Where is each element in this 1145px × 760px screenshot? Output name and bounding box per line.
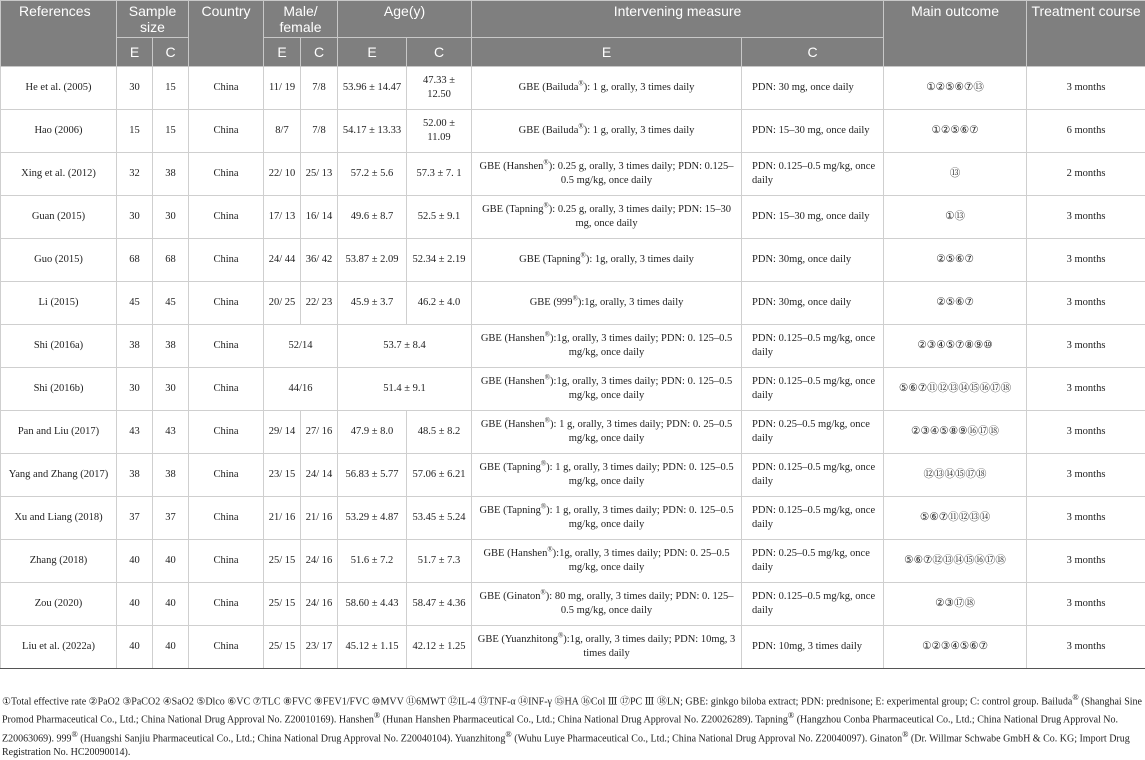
- cell-male-female-e: 25/ 15: [264, 540, 301, 583]
- cell-intervening-c: PDN: 0.125–0.5 mg/kg, once daily: [742, 583, 884, 626]
- cell-reference: Shi (2016b): [1, 368, 117, 411]
- cell-reference: Guan (2015): [1, 196, 117, 239]
- cell-intervening-e: GBE (Hanshen®):1g, orally, 3 times daily; PDN: 0. 125–0.5 mg/kg, once daily: [472, 368, 742, 411]
- cell-age-c: 53.45 ± 5.24: [407, 497, 472, 540]
- cell-age-e: 57.2 ± 5.6: [338, 153, 407, 196]
- cell-male-female-e: 20/ 25: [264, 282, 301, 325]
- cell-main-outcome: ⑬: [884, 153, 1027, 196]
- cell-age-c: 48.5 ± 8.2: [407, 411, 472, 454]
- cell-male-female-e: 22/ 10: [264, 153, 301, 196]
- cell-age-c: 57.06 ± 6.21: [407, 454, 472, 497]
- cell-age-c: 52.00 ± 11.09: [407, 110, 472, 153]
- header-male-female: Male/ female: [264, 1, 338, 38]
- cell-main-outcome: ②⑤⑥⑦: [884, 282, 1027, 325]
- cell-country: China: [189, 282, 264, 325]
- cell-sample-e: 30: [117, 196, 153, 239]
- cell-reference: Hao (2006): [1, 110, 117, 153]
- cell-main-outcome: ①②⑤⑥⑦: [884, 110, 1027, 153]
- cell-sample-c: 30: [153, 368, 189, 411]
- cell-age-e: 49.6 ± 8.7: [338, 196, 407, 239]
- cell-age-e: 47.9 ± 8.0: [338, 411, 407, 454]
- cell-age-e: 51.6 ± 7.2: [338, 540, 407, 583]
- cell-main-outcome: ②③⑰⑱: [884, 583, 1027, 626]
- cell-country: China: [189, 454, 264, 497]
- cell-male-female-e: 11/ 19: [264, 67, 301, 110]
- cell-reference: Zou (2020): [1, 583, 117, 626]
- cell-intervening-c: PDN: 15–30 mg, once daily: [742, 196, 884, 239]
- cell-intervening-e: GBE (Ginaton®): 80 mg, orally, 3 times daily; PDN: 0. 125–0.5 mg/kg, once daily: [472, 583, 742, 626]
- header-age: Age(y): [338, 1, 472, 38]
- table-row: [1, 282, 1145, 325]
- cell-male-female-c: 27/ 16: [301, 411, 338, 454]
- cell-intervening-c: PDN: 0.25–0.5 mg/kg, once daily: [742, 540, 884, 583]
- cell-sample-c: 40: [153, 540, 189, 583]
- cell-sample-e: 15: [117, 110, 153, 153]
- cell-intervening-c: PDN: 10mg, 3 times daily: [742, 626, 884, 669]
- subheader-c: C: [301, 38, 338, 67]
- cell-age-c: 52.5 ± 9.1: [407, 196, 472, 239]
- cell-male-female-e: 29/ 14: [264, 411, 301, 454]
- cell-male-female-e: 25/ 15: [264, 626, 301, 669]
- cell-country: China: [189, 583, 264, 626]
- cell-male-female-e: 24/ 44: [264, 239, 301, 282]
- subheader-c: C: [407, 38, 472, 67]
- cell-intervening-e: GBE (Tapning®): 1g, orally, 3 times daily: [472, 239, 742, 282]
- cell-age: 53.7 ± 8.4: [338, 325, 472, 368]
- table-row: [1, 325, 1145, 368]
- cell-treatment-course: 3 months: [1027, 497, 1145, 540]
- cell-sample-c: 38: [153, 153, 189, 196]
- cell-sample-e: 40: [117, 583, 153, 626]
- cell-sample-e: 40: [117, 540, 153, 583]
- cell-male-female-c: 7/8: [301, 67, 338, 110]
- cell-intervening-e: GBE (Hanshen®):1g, orally, 3 times daily; PDN: 0. 25–0.5 mg/kg, once daily: [472, 540, 742, 583]
- table-row: [1, 540, 1145, 583]
- cell-sample-c: 43: [153, 411, 189, 454]
- cell-main-outcome: ②③④⑤⑦⑧⑨⑩: [884, 325, 1027, 368]
- cell-treatment-course: 3 months: [1027, 626, 1145, 669]
- cell-male-female-c: 23/ 17: [301, 626, 338, 669]
- cell-reference: Liu et al. (2022a): [1, 626, 117, 669]
- cell-intervening-e: GBE (Tapning®): 0.25 g, orally, 3 times daily; PDN: 15–30 mg, once daily: [472, 196, 742, 239]
- cell-sample-c: 30: [153, 196, 189, 239]
- cell-male-female-c: 21/ 16: [301, 497, 338, 540]
- cell-sample-c: 37: [153, 497, 189, 540]
- table-row: [1, 497, 1145, 540]
- cell-intervening-e: GBE (Hanshen®): 1 g, orally, 3 times daily; PDN: 0. 25–0.5 mg/kg, once daily: [472, 411, 742, 454]
- cell-age-e: 45.12 ± 1.15: [338, 626, 407, 669]
- cell-intervening-c: PDN: 0.125–0.5 mg/kg, once daily: [742, 153, 884, 196]
- table-row: [1, 239, 1145, 282]
- cell-treatment-course: 2 months: [1027, 153, 1145, 196]
- cell-intervening-e: GBE (Hanshen®):1g, orally, 3 times daily; PDN: 0. 125–0.5 mg/kg, once daily: [472, 325, 742, 368]
- cell-reference: Li (2015): [1, 282, 117, 325]
- cell-sample-c: 15: [153, 67, 189, 110]
- cell-age-e: 53.96 ± 14.47: [338, 67, 407, 110]
- cell-main-outcome: ②③④⑤⑧⑨⑯⑰⑱: [884, 411, 1027, 454]
- cell-male-female-e: 8/7: [264, 110, 301, 153]
- cell-age: 51.4 ± 9.1: [338, 368, 472, 411]
- cell-intervening-c: PDN: 0.125–0.5 mg/kg, once daily: [742, 368, 884, 411]
- table-body: [1, 67, 1145, 669]
- cell-treatment-course: 3 months: [1027, 196, 1145, 239]
- header-intervening-measure: Intervening measure: [472, 1, 884, 38]
- cell-male-female: 52/14: [264, 325, 338, 368]
- cell-country: China: [189, 67, 264, 110]
- cell-age-e: 53.87 ± 2.09: [338, 239, 407, 282]
- cell-treatment-course: 3 months: [1027, 67, 1145, 110]
- header-treatment-course: Treatment course: [1027, 1, 1145, 67]
- cell-age-e: 54.17 ± 13.33: [338, 110, 407, 153]
- cell-sample-c: 38: [153, 325, 189, 368]
- cell-sample-e: 43: [117, 411, 153, 454]
- cell-country: China: [189, 540, 264, 583]
- cell-reference: Pan and Liu (2017): [1, 411, 117, 454]
- cell-intervening-c: PDN: 15–30 mg, once daily: [742, 110, 884, 153]
- cell-sample-c: 40: [153, 626, 189, 669]
- cell-male-female-c: 24/ 14: [301, 454, 338, 497]
- header-row: [1, 1, 1145, 38]
- cell-main-outcome: ⑤⑥⑦⑪⑫⑬⑭⑮⑯⑰⑱: [884, 368, 1027, 411]
- cell-male-female-e: 23/ 15: [264, 454, 301, 497]
- table-row: [1, 110, 1145, 153]
- cell-treatment-course: 3 months: [1027, 583, 1145, 626]
- cell-country: China: [189, 497, 264, 540]
- cell-male-female-e: 21/ 16: [264, 497, 301, 540]
- cell-intervening-c: PDN: 0.125–0.5 mg/kg, once daily: [742, 325, 884, 368]
- subheader-e: E: [264, 38, 301, 67]
- cell-intervening-c: PDN: 0.125–0.5 mg/kg, once daily: [742, 497, 884, 540]
- cell-age-c: 42.12 ± 1.25: [407, 626, 472, 669]
- cell-sample-c: 38: [153, 454, 189, 497]
- cell-intervening-c: PDN: 30 mg, once daily: [742, 67, 884, 110]
- cell-main-outcome: ⑫⑬⑭⑮⑰⑱: [884, 454, 1027, 497]
- table-row: [1, 454, 1145, 497]
- cell-intervening-c: PDN: 0.125–0.5 mg/kg, once daily: [742, 454, 884, 497]
- cell-treatment-course: 3 months: [1027, 368, 1145, 411]
- subheader-e: E: [338, 38, 407, 67]
- subheader-c: C: [742, 38, 884, 67]
- table-row: [1, 153, 1145, 196]
- table-row: [1, 583, 1145, 626]
- cell-sample-e: 30: [117, 67, 153, 110]
- cell-reference: Yang and Zhang (2017): [1, 454, 117, 497]
- cell-male-female-c: 24/ 16: [301, 540, 338, 583]
- header-references: References: [1, 1, 117, 67]
- cell-main-outcome: ①②③④⑤⑥⑦: [884, 626, 1027, 669]
- cell-country: China: [189, 325, 264, 368]
- cell-intervening-e: GBE (Bailuda®): 1 g, orally, 3 times daily: [472, 67, 742, 110]
- cell-sample-c: 15: [153, 110, 189, 153]
- cell-male-female-e: 17/ 13: [264, 196, 301, 239]
- cell-age-c: 47.33 ± 12.50: [407, 67, 472, 110]
- cell-main-outcome: ①⑬: [884, 196, 1027, 239]
- cell-male-female-c: 16/ 14: [301, 196, 338, 239]
- cell-age-c: 57.3 ± 7. 1: [407, 153, 472, 196]
- table-row: [1, 626, 1145, 669]
- cell-sample-e: 32: [117, 153, 153, 196]
- cell-intervening-c: PDN: 0.25–0.5 mg/kg, once daily: [742, 411, 884, 454]
- table-row: [1, 196, 1145, 239]
- cell-treatment-course: 3 months: [1027, 540, 1145, 583]
- cell-sample-c: 40: [153, 583, 189, 626]
- cell-reference: Xing et al. (2012): [1, 153, 117, 196]
- subheader-e: E: [472, 38, 742, 67]
- cell-main-outcome: ②⑤⑥⑦: [884, 239, 1027, 282]
- cell-country: China: [189, 110, 264, 153]
- cell-male-female: 44/16: [264, 368, 338, 411]
- table-row: [1, 411, 1145, 454]
- cell-sample-e: 45: [117, 282, 153, 325]
- cell-intervening-e: GBE (Hanshen®): 0.25 g, orally, 3 times daily; PDN: 0.125–0.5 mg/kg, once daily: [472, 153, 742, 196]
- cell-intervening-e: GBE (Tapning®): 1 g, orally, 3 times daily; PDN: 0. 125–0.5 mg/kg, once daily: [472, 454, 742, 497]
- table-row: [1, 368, 1145, 411]
- cell-intervening-e: GBE (Yuanzhitong®):1g, orally, 3 times daily; PDN: 10mg, 3 times daily: [472, 626, 742, 669]
- cell-age-e: 53.29 ± 4.87: [338, 497, 407, 540]
- cell-male-female-c: 22/ 23: [301, 282, 338, 325]
- cell-male-female-e: 25/ 15: [264, 583, 301, 626]
- cell-male-female-c: 7/8: [301, 110, 338, 153]
- cell-country: China: [189, 153, 264, 196]
- cell-intervening-c: PDN: 30mg, once daily: [742, 282, 884, 325]
- cell-age-e: 58.60 ± 4.43: [338, 583, 407, 626]
- cell-sample-c: 45: [153, 282, 189, 325]
- cell-intervening-e: GBE (Tapning®): 1 g, orally, 3 times daily; PDN: 0. 125–0.5 mg/kg, once daily: [472, 497, 742, 540]
- cell-age-e: 56.83 ± 5.77: [338, 454, 407, 497]
- cell-treatment-course: 3 months: [1027, 239, 1145, 282]
- cell-age-c: 51.7 ± 7.3: [407, 540, 472, 583]
- cell-age-c: 58.47 ± 4.36: [407, 583, 472, 626]
- cell-treatment-course: 3 months: [1027, 325, 1145, 368]
- cell-reference: Xu and Liang (2018): [1, 497, 117, 540]
- cell-intervening-c: PDN: 30mg, once daily: [742, 239, 884, 282]
- cell-main-outcome: ⑤⑥⑦⑫⑬⑭⑮⑯⑰⑱: [884, 540, 1027, 583]
- cell-male-female-c: 25/ 13: [301, 153, 338, 196]
- header-country: Country: [189, 1, 264, 67]
- cell-sample-e: 38: [117, 325, 153, 368]
- cell-treatment-course: 3 months: [1027, 454, 1145, 497]
- cell-age-c: 46.2 ± 4.0: [407, 282, 472, 325]
- cell-sample-c: 68: [153, 239, 189, 282]
- cell-country: China: [189, 411, 264, 454]
- cell-sample-e: 68: [117, 239, 153, 282]
- cell-sample-e: 30: [117, 368, 153, 411]
- cell-country: China: [189, 368, 264, 411]
- cell-country: China: [189, 239, 264, 282]
- cell-main-outcome: ⑤⑥⑦⑪⑫⑬⑭: [884, 497, 1027, 540]
- cell-sample-e: 40: [117, 626, 153, 669]
- cell-treatment-course: 3 months: [1027, 282, 1145, 325]
- header-main-outcome: Main outcome: [884, 1, 1027, 67]
- cell-reference: He et al. (2005): [1, 67, 117, 110]
- cell-country: China: [189, 626, 264, 669]
- cell-male-female-c: 24/ 16: [301, 583, 338, 626]
- cell-reference: Shi (2016a): [1, 325, 117, 368]
- subheader-e: E: [117, 38, 153, 67]
- cell-sample-e: 38: [117, 454, 153, 497]
- cell-reference: Zhang (2018): [1, 540, 117, 583]
- subheader-c: C: [153, 38, 189, 67]
- cell-sample-e: 37: [117, 497, 153, 540]
- cell-age-e: 45.9 ± 3.7: [338, 282, 407, 325]
- cell-age-c: 52.34 ± 2.19: [407, 239, 472, 282]
- cell-intervening-e: GBE (Bailuda®): 1 g, orally, 3 times daily: [472, 110, 742, 153]
- cell-treatment-course: 3 months: [1027, 411, 1145, 454]
- cell-treatment-course: 6 months: [1027, 110, 1145, 153]
- cell-main-outcome: ①②⑤⑥⑦⑬: [884, 67, 1027, 110]
- cell-male-female-c: 36/ 42: [301, 239, 338, 282]
- table-footnote: ①Total effective rate ②PaO2 ③PaCO2 ④SaO2 ⑤Dlco ⑥VC ⑦TLC ⑧FVC ⑨FEV1/FVC ⑩MVV ⑪6MWT ⑫IL-4 ⑬TNF-α ⑭INF-γ ⑮HA ⑯Col Ⅲ ⑰PC Ⅲ ⑱LN; GBE: ginkgo biloba extract; PDN: prednisone; E: experimental group; C: control group. Bailuda® (Shanghai Sine Promod Pharmaceutical Co., Ltd.; China National Drug Approval No. Z20010169). Hanshen® (Hunan Hanshen Pharmaceutical Co., Ltd.; China National Drug Approval No. Z20026289). Tapning® (Hangzhou Conba Pharmaceutical Co., Ltd.; China National Drug Approval No. Z20063069). 999® (Huangshi Sanjiu Pharmaceutical Co., Ltd.; China National Drug Approval No. Z20040104). Yuanzhitong® (Wuhu Luye Pharmaceutical Co., Ltd.; China National Drug Approval No. Z20040097). Ginaton® (Dr. Willmar Schwabe GmbH & Co. KG; Import Drug Registration No. HC20090014).: [2, 691, 1142, 760]
- cell-country: China: [189, 196, 264, 239]
- table-row: [1, 67, 1145, 110]
- cell-intervening-e: GBE (999®):1g, orally, 3 times daily: [472, 282, 742, 325]
- header-sample-size: Sample size: [117, 1, 189, 38]
- cell-reference: Guo (2015): [1, 239, 117, 282]
